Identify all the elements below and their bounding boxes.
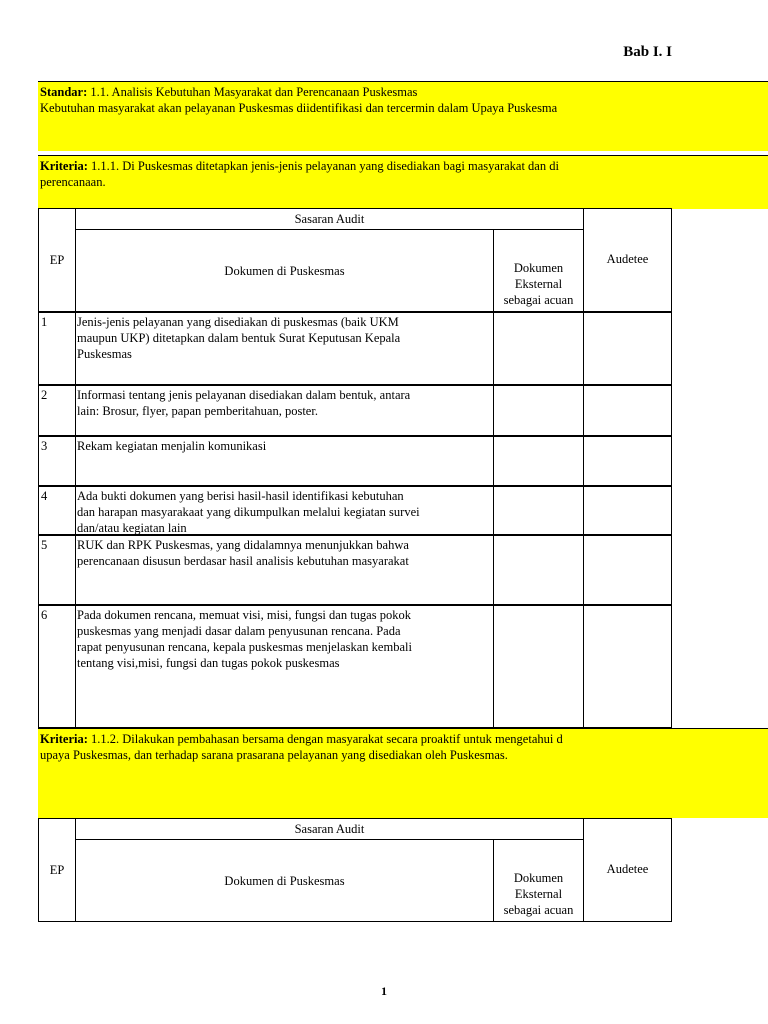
column-divider (75, 311, 76, 727)
kriteria-block-1 (38, 155, 768, 209)
kriteria-continuation: perencanaan. (40, 175, 106, 189)
ep-header: EP (39, 819, 76, 921)
ep-description: Informasi tentang jenis pelayanan disediakan dalam bentuk, antara lain: Brosur, flyer, papan pemberitahuan, poster. (77, 388, 411, 418)
ep-number: 6 (41, 608, 48, 622)
dokumen-eksternal-header: Dokumen Eksternal sebagai acuan (494, 230, 584, 311)
table-row (39, 384, 671, 435)
ep-header: EP (39, 209, 76, 311)
ep-description: Pada dokumen rencana, memuat visi, misi, fungsi dan tugas pokok puskesmas yang menjadi dasar dalam penyusunan rencana. Pada rapat penyusunan rencana, kepala puskesmas menjelaskan kembali tentang visi,misi, fungsi dan tugas pokok puskesmas (77, 608, 412, 670)
ep-description: RUK dan RPK Puskesmas, yang didalamnya menunjukkan bahwa perencanaan disusun berdasar hasil analisis kebutuhan masyarakat (77, 538, 409, 568)
dokumen-eksternal-header: Dokumen Eksternal sebagai acuan (494, 840, 584, 921)
sasaran-audit-header: Sasaran Audit (76, 209, 584, 230)
kriteria-title: 1.1.2. Dilakukan pembahasan bersama dengan masyarakat secara proaktif untuk mengetahui d (87, 732, 563, 746)
kriteria-clip-1 (670, 156, 768, 208)
audit-table-1 (38, 208, 672, 728)
kriteria-clip-2 (670, 729, 768, 818)
standar-clip (670, 82, 768, 151)
standar-description: Kebutuhan masyarakat akan pelayanan Puskesmas diidentifikasi dan tercermin dalam Upaya Puskesma (40, 101, 558, 115)
ep-number: 2 (41, 388, 48, 402)
dokumen-puskesmas-header: Dokumen di Puskesmas (76, 840, 494, 921)
table-row (39, 435, 671, 485)
chapter-clip (672, 40, 768, 70)
column-divider (493, 311, 494, 727)
table-row (39, 534, 671, 604)
ep-description: Rekam kegiatan menjalin komunikasi (77, 439, 267, 453)
kriteria-continuation: upaya Puskesmas, dan terhadap sarana prasarana pelayanan yang disediakan oleh Puskesmas. (40, 748, 508, 762)
audetee-header: Audetee (606, 862, 649, 876)
kriteria-block-2 (38, 728, 768, 818)
page-number: 1 (381, 984, 387, 998)
chapter-title: Bab I. I (623, 44, 672, 60)
ep-number: 5 (41, 538, 48, 552)
audetee-header: Audetee (606, 252, 649, 266)
sasaran-audit-header: Sasaran Audit (76, 819, 584, 840)
kriteria-label: Kriteria: (40, 159, 88, 173)
ep-number: 4 (41, 489, 48, 503)
column-divider (583, 311, 584, 727)
ep-description: Jenis-jenis pelayanan yang disediakan di puskesmas (baik UKM maupun UKP) ditetapkan dalam bentuk Surat Keputusan Kepala Puskesmas (77, 315, 401, 361)
kriteria-title: 1.1.1. Di Puskesmas ditetapkan jenis-jenis pelayanan yang disediakan bagi masyarakat dan di (87, 159, 559, 173)
ep-number: 1 (41, 315, 48, 329)
table-row (39, 311, 671, 384)
table-row (39, 485, 671, 534)
ep-number: 3 (41, 439, 48, 453)
standar-label: Standar: (40, 85, 88, 99)
standar-title: 1.1. Analisis Kebutuhan Masyarakat dan Perencanaan Puskesmas (87, 85, 418, 99)
table-row (39, 604, 671, 727)
kriteria-label: Kriteria: (40, 732, 88, 746)
audit-table-2 (38, 818, 672, 922)
ep-description: Ada bukti dokumen yang berisi hasil-hasil identifikasi kebutuhan dan harapan masyarakaat yang dikumpulkan melalui kegiatan survei dan/atau kegiatan lain (77, 489, 420, 534)
dokumen-puskesmas-header: Dokumen di Puskesmas (76, 230, 494, 311)
standar-block (38, 81, 768, 151)
